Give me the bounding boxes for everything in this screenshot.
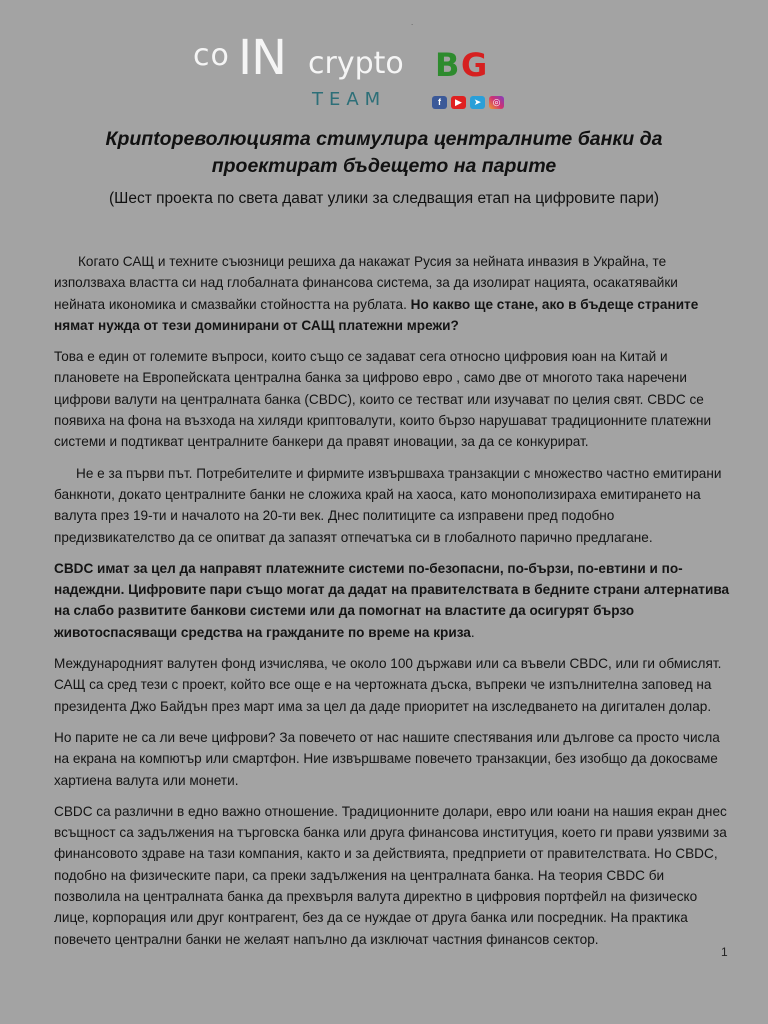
article-title: Крипtoреволюцията стимулира централните банки да проектират бъдещето на парите <box>105 128 663 177</box>
logo-g: G <box>461 46 488 84</box>
instagram-icon[interactable]: ◎ <box>489 96 504 109</box>
article-subtitle: (Шест проекта по света дават улики за следващия етап на цифровите пари) <box>108 190 660 207</box>
page-dot: . <box>411 18 414 27</box>
paragraph-7: CBDC са различни в едно важно отношение. Традиционните долари, евро или юани на нашия екран днес всъщност са задължения на търговска банка или друга финансова институция, което ги прави уязвими за финансовото здраве на тази компания, както и за действията, предприети от правителствата. Но CBDC, подобно на физическите пари, са преки задължения на централната банка. На теория CBDC би позволила на централната банка да прехвърля валута директно в цифровия портфейл на физическо лице, корпорация или друг контрагент, без да се нуждае от друга банка или посредник. На практика повечето централни банки не желаят напълно да изключат частния финансов сектор. <box>54 803 727 947</box>
paragraph-1-bold: Но какво ще стане, ако в бъдеще страните нямат нужда от тези доминирани от САЩ платежни мрежи? <box>54 296 699 333</box>
paragraph-3: Не е за първи път. Потребителите и фирмите извършваха транзакции с множество частно емитирани банкноти, докато централните банки не сложиха край на хаоса, като монополизираха емитирането на валута през 19-ти и началото на 20-ти век. Днес политиците са изправени пред подобно предизвикателство да се опитват да запазят отпечатъка си в глобалното парично предлагане. <box>54 465 722 545</box>
telegram-icon[interactable]: ➤ <box>470 96 485 109</box>
social-icons <box>432 96 504 109</box>
paragraph-1-text: Когато САЩ и техните съюзници решиха да накажат Русия за нейната инвазия в Украйна, те използваха властта си над глобалната финансова система, за да изолират нацията, осакатявайки нейната икономика и смазвайки стойността на рублата. <box>54 254 678 312</box>
logo-co: co <box>193 38 230 73</box>
facebook-icon[interactable]: f <box>432 96 447 109</box>
logo-b: B <box>435 46 460 84</box>
paragraph-4-end: . <box>470 624 475 640</box>
coincryptobg-logo <box>190 30 530 116</box>
youtube-icon[interactable]: ▶ <box>451 96 466 109</box>
paragraph-5: Международният валутен фонд изчислява, че около 100 държави или са въвели CBDC, или ги обмислят. САЩ са сред тези с проект, който все още е на чертожната дъска, въпреки че изпълнителна заповед на президента Джо Байдън през март има за цел да даде приоритет на изследването на дигитален долар. <box>54 656 722 714</box>
paragraph-4 <box>54 558 730 643</box>
page-number: 1 <box>721 945 728 959</box>
paragraph-4-bold: CBDC имат за цел да направят платежните системи по-безопасни, по-бързи, по-евтини и по-надеждни. Цифровите пари също могат да дадат на правителствата в бедните страни алтернатива на слабо развитите банкови системи или да помогнат на властите да осигурят бързо животоспасяващи средства на гражданите по време на криза <box>54 560 730 640</box>
paragraph-6: Но парите не са ли вече цифрови? За повечето от нас нашите спестявания или дългове са просто числа на екрана на компютър или смартфон. Ние извършваме повечето транзакции, без изобщо да докосваме хартиена валута или монети. <box>54 729 720 788</box>
logo-team: TEAM <box>312 89 387 110</box>
paragraph-2: Това е един от големите въпроси, които също се задават сега относно цифровия юан на Китай и плановете на Европейската централна банка за цифрово евро , само две от многото така наречени цифрови валути на централната банка (CBDC), които се тестват или изучават по целия свят. CBDC се появиха на фона на възхода на хиляди криптовалути, които бързо нарушават традиционните платежни системи и подтикват централните банкери да правят иновации, за да се конкурират. <box>54 349 712 450</box>
logo-in: IN <box>238 30 287 86</box>
paragraph-1 <box>54 251 730 336</box>
article-body <box>54 251 730 960</box>
logo-crypto: crypto <box>308 46 404 81</box>
